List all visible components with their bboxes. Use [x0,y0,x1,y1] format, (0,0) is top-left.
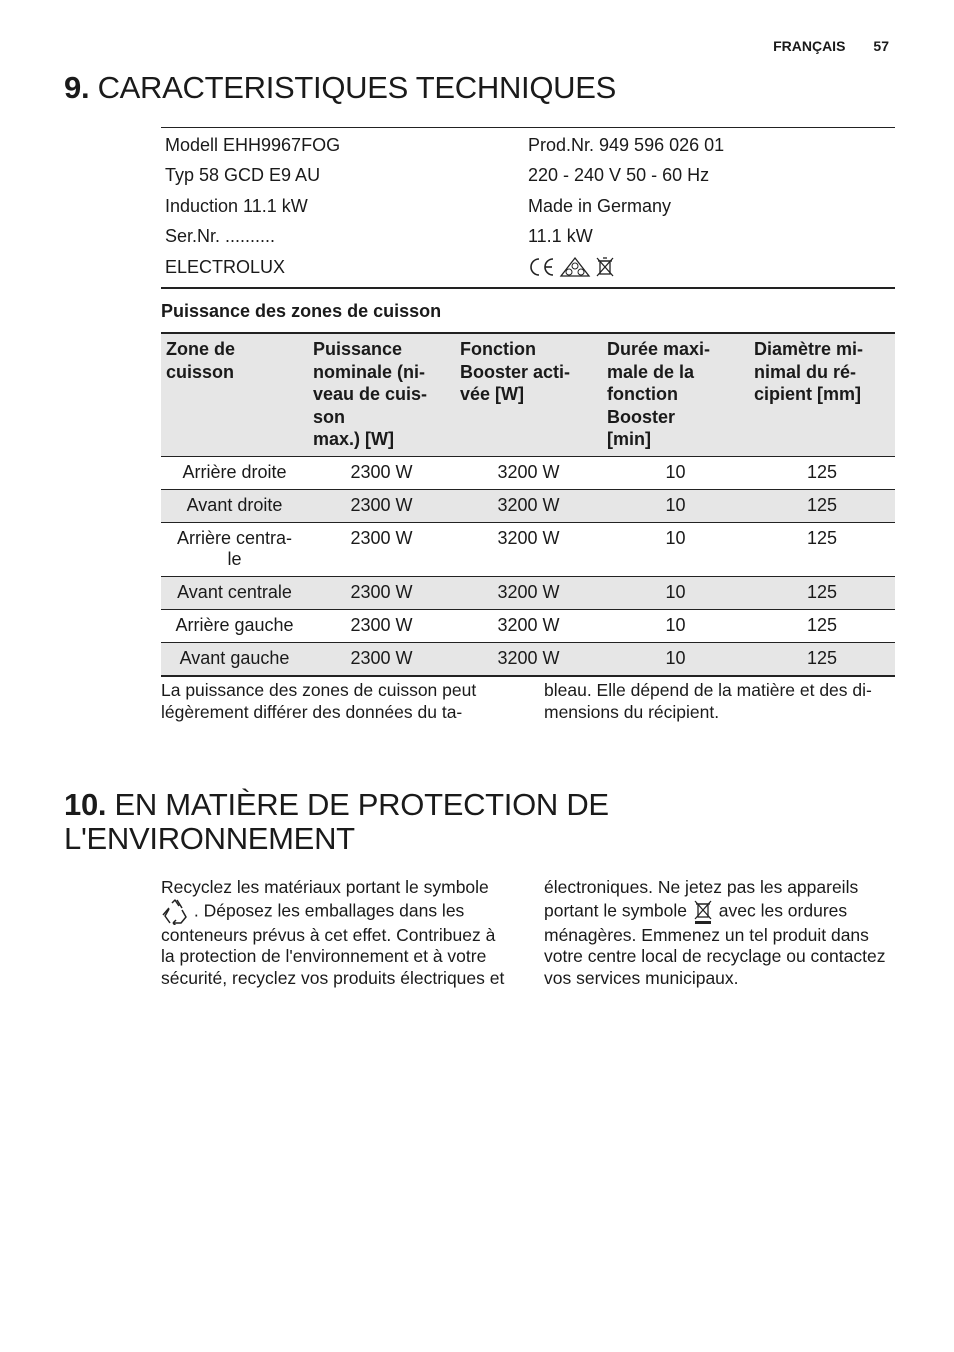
table-cell: 125 [749,456,895,489]
vde-mark-icon [559,256,591,278]
page-header [773,38,889,54]
table-cell: 125 [749,642,895,676]
column-header: Fonction Booster acti- vée [W] [455,333,602,456]
table-cell: 3200 W [455,456,602,489]
plate-cell: Modell EHH9967FOG [165,134,341,155]
note-col-1: La puissance des zones de cuisson peut légèrement différer des données du ta- [161,680,477,722]
recycle-icon [161,899,189,925]
section-number: 10. [64,787,107,822]
language-label: FRANÇAIS [773,38,846,54]
plate-cell: Induction 11.1 kW [165,195,308,216]
column-header: Puissance nominale (ni- veau de cuis- son max.) [W] [308,333,455,456]
plate-row [161,222,895,253]
crossed-bin-icon [594,256,616,278]
section-title-text: CARACTERISTIQUES TECHNIQUES [97,70,616,105]
table-cell: 10 [602,576,749,609]
crossed-bin-icon [692,899,714,925]
table-cell: 3200 W [455,642,602,676]
table-row [161,609,895,642]
rating-plate [161,127,895,289]
table-cell: 10 [602,489,749,522]
table-row [161,576,895,609]
table-row [161,489,895,522]
table-cell: 2300 W [308,456,455,489]
plate-row [161,130,895,161]
plate-cell: 220 - 240 V 50 - 60 Hz [528,165,710,186]
plate-row [161,191,895,222]
table-cell: 10 [602,522,749,576]
table-cell: Avant droite [161,489,308,522]
env-text: avec les ordures [718,900,848,921]
power-note [161,680,895,723]
table-cell: 2300 W [308,576,455,609]
table-cell: Avant gauche [161,642,308,676]
table-cell: 3200 W [455,576,602,609]
env-text: Recyclez les matériaux portant le symbole [161,877,489,897]
table-cell: 125 [749,609,895,642]
table-cell: Avant centrale [161,576,308,609]
note-col-2: bleau. Elle dépend de la matière et des di-mensions du récipient. [544,680,872,722]
plate-cell: Ser.Nr. .......... [165,226,276,247]
table-cell: Arrière gauche [161,609,308,642]
table-cell: 2300 W [308,522,455,576]
table-row [161,522,895,576]
table-cell: 10 [602,456,749,489]
plate-cell: Typ 58 GCD E9 AU [165,165,321,186]
table-cell: 2300 W [308,489,455,522]
table-cell: 3200 W [455,489,602,522]
page-number: 57 [873,38,889,54]
table-cell: 125 [749,576,895,609]
power-table [161,332,895,677]
table-cell: Arrière droite [161,456,308,489]
table-header-row [161,333,895,456]
table-row [161,456,895,489]
certification-marks [528,255,895,279]
section-number: 9. [64,70,90,105]
section-9-title [64,71,616,105]
env-text: électroniques. Ne jetez pas les appareils portant le symbole [544,877,859,921]
section-10-title [64,788,684,856]
plate-row [161,252,895,283]
table-cell: Arrière centra- le [161,522,308,576]
table-cell: 3200 W [455,609,602,642]
table-cell: 3200 W [455,522,602,576]
table-cell: 125 [749,489,895,522]
ce-mark-icon [528,256,556,278]
plate-cell: 11.1 kW [528,226,593,247]
env-col-1 [161,877,511,989]
table-row [161,642,895,676]
table-cell: 125 [749,522,895,576]
env-text: conteneurs prévus à cet effet. Contribuez à la protection de l'environnement et à votre sécurité, recyclez vos produits électriques et [161,924,505,988]
column-header: Durée maxi- male de la fonction Booster [min] [602,333,749,456]
section-title-text: EN MATIÈRE DE PROTECTION DE L'ENVIRONNEMENT [64,787,609,856]
table-cell: 2300 W [308,609,455,642]
table-cell: 2300 W [308,642,455,676]
plate-row [161,161,895,192]
plate-cell: Made in Germany [528,195,672,216]
table-cell: 10 [602,609,749,642]
plate-cell: Prod.Nr. 949 596 026 01 [528,134,725,155]
env-text: . Déposez les emballages dans les [193,900,465,921]
table-title: Puissance des zones de cuisson [161,301,442,321]
column-header: Diamètre mi- nimal du ré- cipient [mm] [749,333,895,456]
table-cell: 10 [602,642,749,676]
environment-text [161,877,895,989]
env-col-2 [544,877,894,989]
plate-cell: ELECTROLUX [165,256,286,277]
column-header: Zone de cuisson [161,333,308,456]
env-text: ménagères. Emmenez un tel produit dans votre centre local de recyclage ou contactez vos services municipaux. [544,924,886,988]
